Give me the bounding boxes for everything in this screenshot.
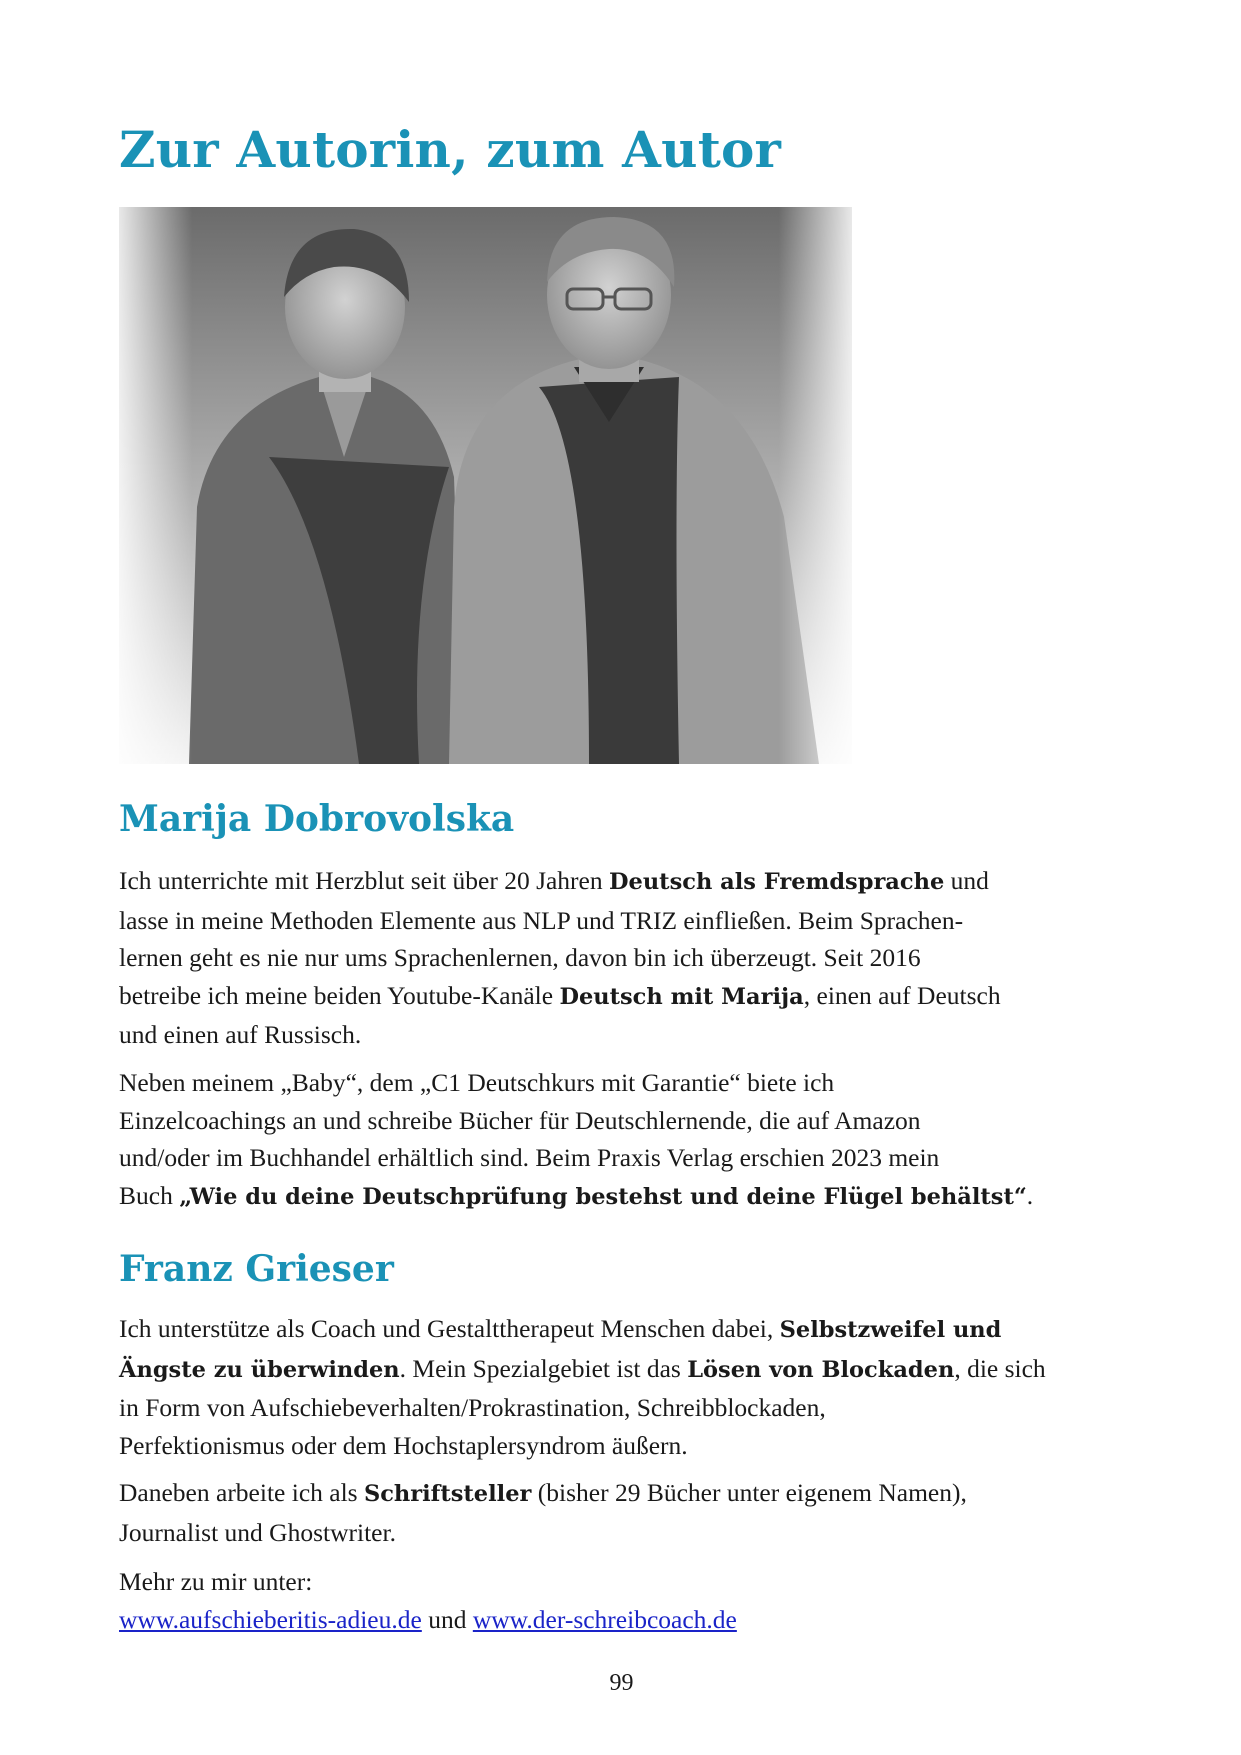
text-line: Ich unterrichte mit Herzblut seit über 20 Jahren Deutsch als Fremdsprache und [119, 866, 989, 895]
text-line: www.aufschieberitis-adieu.de und www.der-schreibcoach.de [119, 1604, 737, 1634]
author-photo [119, 207, 852, 764]
page-title: Zur Autorin, zum Autor [119, 120, 782, 179]
aufschieberitis-link[interactable]: www.aufschieberitis-adieu.de [119, 1604, 422, 1634]
text-line: Daneben arbeite ich als Schriftsteller (bisher 29 Bücher unter eigenem Namen), [119, 1478, 967, 1507]
text-line: Einzelcoachings an und schreibe Bücher für Deutschlernende, die auf Amazon [119, 1105, 921, 1135]
text-line: lasse in meine Methoden Elemente aus NLP und TRIZ einfließen. Beim Sprachen- [119, 905, 964, 935]
text-line: Neben meinem „Baby“, dem „C1 Deutschkurs mit Garantie“ biete ich [119, 1068, 835, 1097]
text-line: lernen geht es nie nur ums Sprachenlernen, davon bin ich überzeugt. Seit 2016 [119, 943, 921, 972]
marija-heading: Marija Dobrovolska [119, 798, 515, 840]
text-line: in Form von Aufschiebeverhalten/Prokrastination, Schreibblockaden, [119, 1393, 826, 1422]
text-line: und einen auf Russisch. [119, 1020, 362, 1049]
text-line: Journalist und Ghostwriter. [119, 1517, 396, 1547]
marija-paragraph-1 [119, 862, 1124, 1054]
page-number: 99 [609, 1670, 634, 1696]
franz-heading: Franz Grieser [119, 1248, 394, 1290]
schreibcoach-link[interactable]: www.der-schreibcoach.de [472, 1604, 737, 1634]
text-line: Mehr zu mir unter: [119, 1567, 313, 1596]
text-line: Ich unterstütze als Coach und Gestalttherapeut Menschen dabei, Selbstzweifel und [119, 1314, 1002, 1343]
franz-paragraph-2 [119, 1474, 1124, 1551]
text-line: betreibe ich meine beiden Youtube-Kanäle Deutsch mit Marija, einen auf Deutsch [119, 980, 1001, 1010]
franz-paragraph-3 [119, 1563, 1124, 1638]
franz-paragraph-1 [119, 1310, 1124, 1464]
text-line: und/oder im Buchhandel erhältlich sind. Beim Praxis Verlag erschien 2023 mein [119, 1143, 940, 1172]
text-line: Ängste zu überwinden. Mein Spezialgebiet ist das Lösen von Blockaden, die sich [119, 1353, 1046, 1383]
author-portrait-image [119, 207, 852, 764]
text-line: Perfektionismus oder dem Hochstaplersyndrom äußern. [119, 1430, 688, 1460]
marija-paragraph-2 [119, 1064, 1124, 1216]
text-line: Buch „Wie du deine Deutschprüfung bestehst und deine Flügel behältst“. [119, 1180, 1034, 1210]
